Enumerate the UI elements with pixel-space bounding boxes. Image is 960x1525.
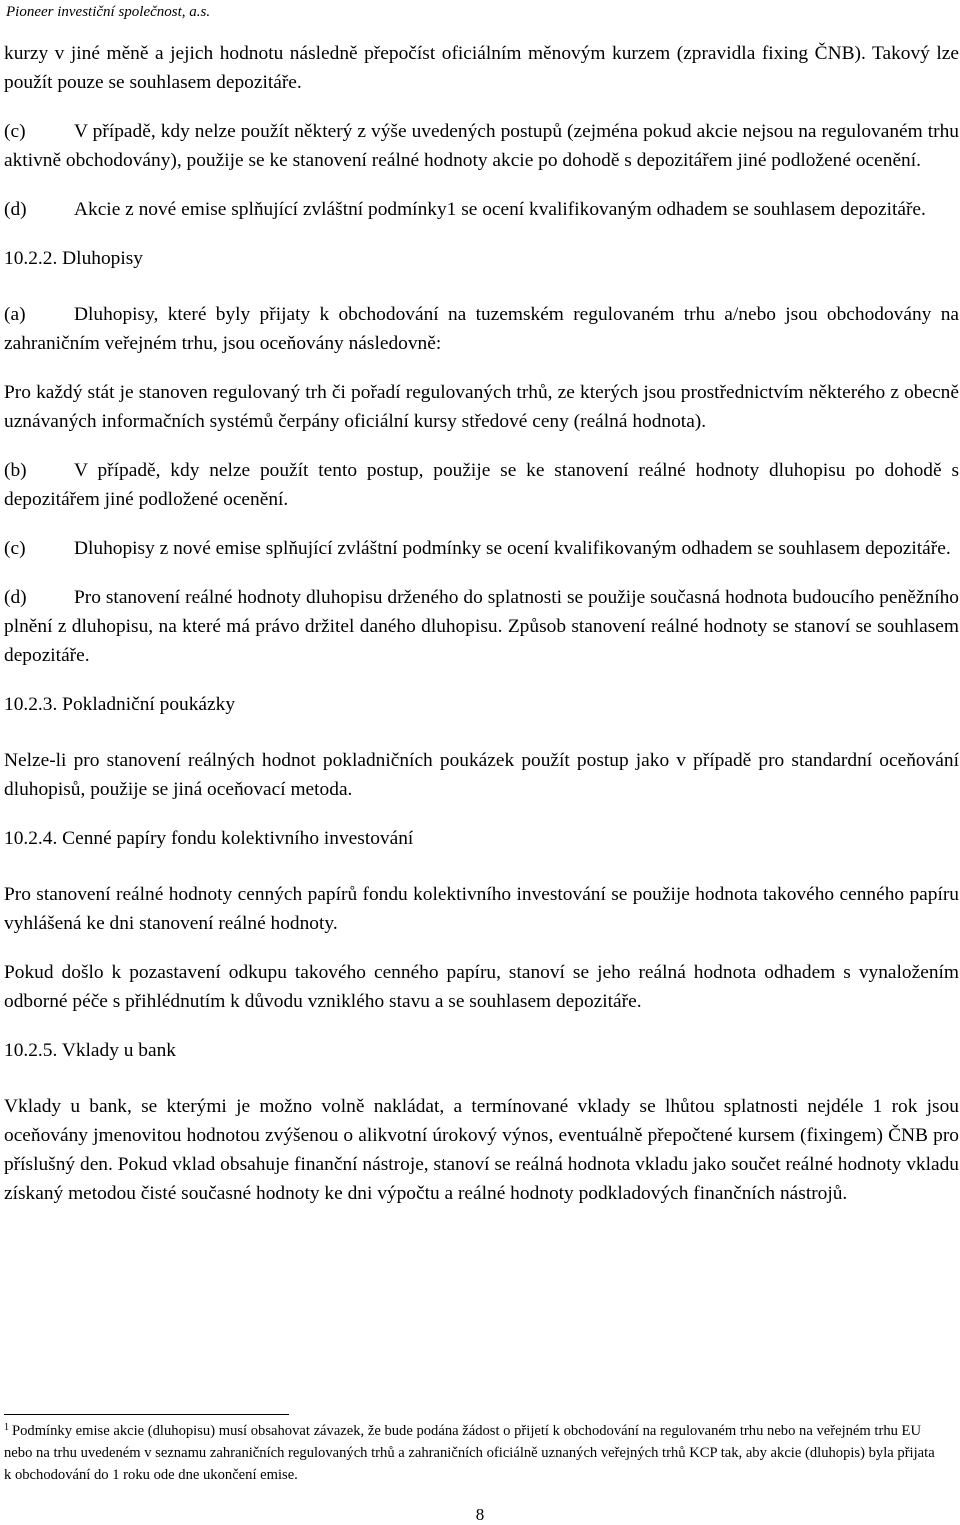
paragraph-dluhopisy-a — [4, 300, 959, 358]
footnote — [4, 1420, 944, 1486]
paragraph-text: V případě, kdy nelze použít některý z výše uvedených postupů (zejména pokud akcie nejsou na regulovaném trhu aktivně obchodovány), použije se ke stanovení reálné hodnoty akcie po dohodě s depozitářem jiné podložené ocenění. — [4, 121, 959, 171]
footnote-marker: 1 — [4, 1422, 9, 1433]
paragraph-poukazky: Nelze-li pro stanovení reálných hodnot pokladničních poukázek použít postup jako v případě pro standardní oceňování dluhopisů, použije se jiná oceňovací metoda. — [4, 750, 959, 800]
page-number: 8 — [475, 1505, 485, 1524]
footnote-text: Podmínky emise akcie (dluhopisu) musí obsahovat závazek, že bude podána žádost o přijetí k obchodování na regulovaném trhu nebo na veřejném trhu EU nebo na trhu uvedeném v seznamu zahraničních regulovaných trhů a zahraničních oficiálně uznaných veřejných trhů KCP tak, aby akcie (dluhopis) byla přijata k obchodování do 1 roku ode dne ukončení emise. — [4, 1423, 935, 1483]
paragraph-vklady: Vklady u bank, se kterými je možno volně nakládat, a termínované vklady se lhůtou splatnosti nejdéle 1 rok jsou oceňovány jmenovitou hodnotou zvýšenou o alikvotní úrokový výnos, eventuálně přepočtené kursem (fixingem) ČNB pro příslušný den. Pokud vklad obsahuje finanční nástroje, stanoví se reálná hodnota vkladu jako součet reálné hodnoty vkladu získaný metodou čisté současné hodnoty ke dni výpočtu a reálné hodnoty podkladových finančních nástrojů. — [4, 1096, 959, 1204]
paragraph-dluhopisy-b — [4, 456, 959, 514]
list-label: (d) — [4, 199, 27, 220]
document-body — [4, 39, 959, 1228]
section-heading-dluhopisy: 10.2.2. Dluhopisy — [4, 248, 143, 269]
list-label: (a) — [4, 304, 26, 325]
paragraph-text: V případě, kdy nelze použít tento postup, použije se ke stanovení reálné hodnoty dluhopisu po dohodě s depozitářem jiné podložené ocenění. — [4, 460, 959, 510]
paragraph-dluhopisy-d — [4, 583, 959, 670]
paragraph-text: Dluhopisy, které byly přijaty k obchodování na tuzemském regulovaném trhu a/nebo jsou obchodovány na zahraničním veřejném trhu, jsou oceňovány následovně: — [4, 304, 959, 354]
list-label: (b) — [4, 460, 27, 481]
paragraph-pozastaveni-odkupu: Pokud došlo k pozastavení odkupu takového cenného papíru, stanoví se jeho reálná hodnota odhadem s vynaložením odborné péče s přihlédnutím k důvodu vzniklého stavu a se souhlasem depozitáře. — [4, 962, 959, 1012]
paragraph-akcie-c — [4, 117, 959, 175]
list-label: (d) — [4, 587, 27, 608]
section-heading-pokladnicni-poukazky: 10.2.3. Pokladniční poukázky — [4, 694, 236, 715]
footnote-separator — [4, 1414, 289, 1415]
paragraph-text: Akcie z nové emise splňující zvláštní podmínky1 se ocení kvalifikovaným odhadem se souhlasem depozitáře. — [74, 199, 926, 220]
paragraph-dluhopisy-c — [4, 534, 959, 563]
section-heading-vklady: 10.2.5. Vklady u bank — [4, 1040, 176, 1061]
paragraph-regulovany-trh: Pro každý stát je stanoven regulovaný trh či pořadí regulovaných trhů, ze kterých jsou prostřednictvím některého z obecně uznávaných informačních systémů čerpány oficiální kursy středové ceny (reálná hodnota). — [4, 382, 959, 432]
list-label: (c) — [4, 538, 26, 559]
section-heading-cenne-papiry: 10.2.4. Cenné papíry fondu kolektivního investování — [4, 828, 414, 849]
document-header: Pioneer investiční společnost, a.s. — [6, 4, 211, 20]
paragraph-text: Pro stanovení reálné hodnoty dluhopisu drženého do splatnosti se použije současná hodnota budoucího peněžního plnění z dluhopisu, na které má právo držitel daného dluhopisu. Způsob stanovení reálné hodnoty se stanoví se souhlasem depozitáře. — [4, 587, 959, 666]
paragraph-cenne-papiry: Pro stanovení reálné hodnoty cenných papírů fondu kolektivního investování se použije hodnota takového cenného papíru vyhlášená ke dni stanovení reálné hodnoty. — [4, 884, 959, 934]
paragraph-fixing: kurzy v jiné měně a jejich hodnotu následně přepočíst oficiálním měnovým kurzem (zpravidla fixing ČNB). Takový lze použít pouze se souhlasem depozitáře. — [4, 43, 959, 93]
paragraph-akcie-d — [4, 195, 959, 224]
paragraph-text: Dluhopisy z nové emise splňující zvláštní podmínky se ocení kvalifikovaným odhadem se souhlasem depozitáře. — [74, 538, 951, 559]
list-label: (c) — [4, 121, 26, 142]
